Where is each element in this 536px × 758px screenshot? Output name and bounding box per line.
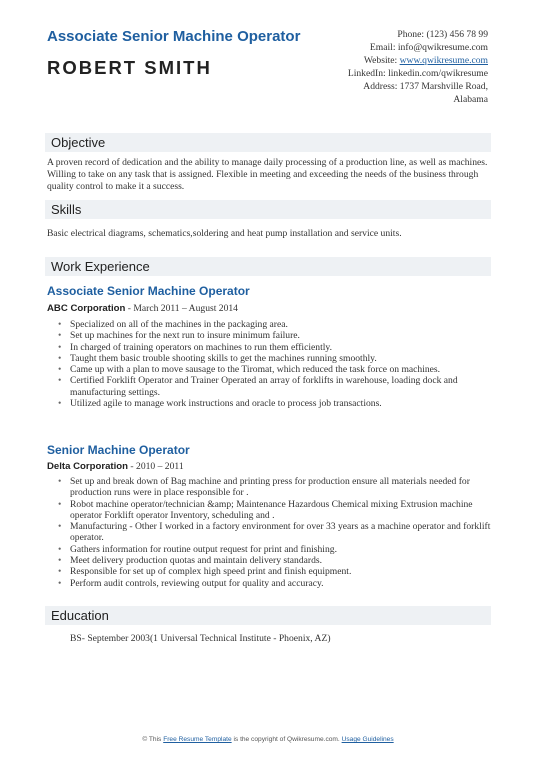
header-job-title: Associate Senior Machine Operator <box>47 28 301 45</box>
job-bullets <box>58 319 495 409</box>
list-item: • Came up with a plan to move sausage to the Tiromat, which reduced the task force on machines. <box>70 364 495 375</box>
email-link[interactable]: info@qwikresume.com <box>397 42 488 53</box>
contact-address-line2: Alabama <box>453 94 488 105</box>
free-resume-template-link[interactable]: Free Resume Template <box>163 736 232 743</box>
job-title: Associate Senior Machine Operator <box>47 284 250 298</box>
contact-block <box>348 28 488 106</box>
contact-phone: Phone: (123) 456 78 99 <box>397 29 488 40</box>
job-dates: - 2010 – 2011 <box>128 461 184 472</box>
objective-heading: Objective <box>51 135 106 150</box>
contact-email: Email: info@qwikresume.com <box>369 42 488 53</box>
usage-guidelines-link[interactable]: Usage Guidelines <box>341 736 394 743</box>
education-section-bar <box>45 606 491 625</box>
job-bullets <box>58 476 495 589</box>
skills-heading: Skills <box>51 202 82 217</box>
contact-address: Address: 1737 Marshville Road, <box>363 81 488 92</box>
list-item: • Manufacturing - Other I worked in a factory environment for over 33 years as a machine operator and forklift operator. <box>70 521 495 544</box>
contact-website: Website: www.qwikresume.com <box>363 55 488 66</box>
job-title: Senior Machine Operator <box>47 443 190 457</box>
education-entry: BS- September 2003(1 Universal Technical Institute - Phoenix, AZ) <box>70 633 331 644</box>
job-company-line <box>47 461 184 472</box>
list-item: • Gathers information for routine output request for print and finishing. <box>70 544 495 555</box>
list-item: • Set up machines for the next run to insure minimum failure. <box>70 330 495 341</box>
list-item: • Taught them basic trouble shooting skills to get the machines running smoothly. <box>70 353 495 364</box>
candidate-name: ROBERT SMITH <box>47 57 212 78</box>
list-item: • Robot machine operator/technician &amp; Maintenance Hazardous Chemical mixing Extrusion machine operator Forklift operator Inventory, scheduling and . <box>70 499 495 522</box>
list-item: • Certified Forklift Operator and Trainer Operated an array of forklifts in warehouse, loading dock and manufacturing settings. <box>70 375 495 398</box>
job-dates: - March 2011 – August 2014 <box>125 303 238 314</box>
linkedin-link[interactable]: linkedin.com/qwikresume <box>388 68 488 79</box>
skills-section-bar <box>45 200 491 219</box>
footer: © This Free Resume Template is the copyright of Qwikresume.com. Usage Guidelines <box>142 736 394 743</box>
company-name: Delta Corporation <box>47 461 129 472</box>
list-item: • Responsible for set up of complex high speed print and finish equipment. <box>70 566 495 577</box>
skills-text: Basic electrical diagrams, schematics,soldering and heat pump installation and service units. <box>47 228 402 239</box>
company-name: ABC Corporation <box>47 303 126 314</box>
list-item: • In charged of training operators on machines to run them efficiently. <box>70 342 495 353</box>
contact-linkedin: LinkedIn: linkedin.com/qwikresume <box>347 68 488 79</box>
education-heading: Education <box>51 608 109 623</box>
list-item: • Perform audit controls, reviewing output for quality and accuracy. <box>70 578 495 589</box>
objective-section-bar <box>45 133 491 152</box>
job-company-line <box>47 303 238 314</box>
website-link[interactable]: www.qwikresume.com <box>399 55 488 66</box>
list-item: • Specialized on all of the machines in the packaging area. <box>70 319 495 330</box>
objective-text: A proven record of dedication and the ability to manage daily processing of a production line, as well as machines. Willing to take on any task that is assigned. Flexible in meeting and exceeding the needs of the business through quality control to make it a success. <box>47 157 488 192</box>
list-item: • Meet delivery production quotas and maintain delivery standards. <box>70 555 495 566</box>
list-item: • Set up and break down of Bag machine and printing press for production ensure all materials needed for production runs were in place responsible for . <box>70 476 495 499</box>
list-item: • Utilized agile to manage work instructions and oracle to process job transactions. <box>70 398 495 409</box>
work-heading: Work Experience <box>51 259 150 274</box>
